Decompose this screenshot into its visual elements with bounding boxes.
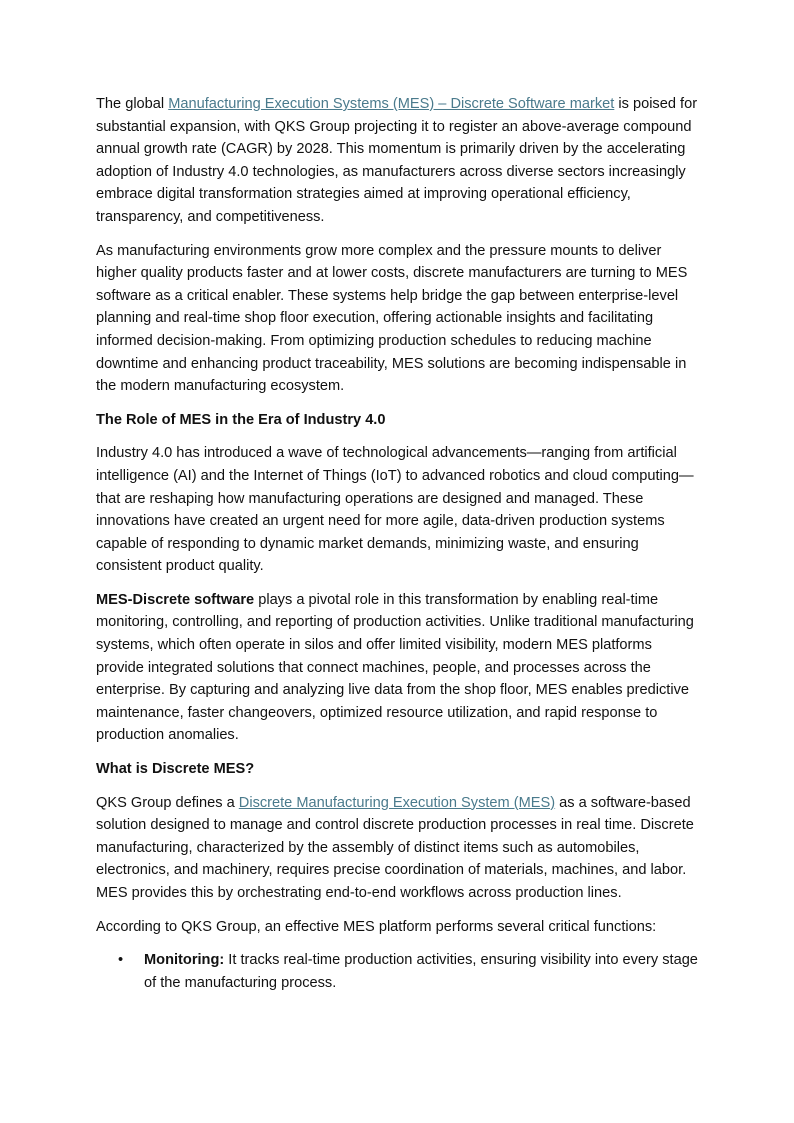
functions-list <box>96 949 698 994</box>
definition-paragraph <box>96 792 698 905</box>
discrete-mes-link[interactable]: Discrete Manufacturing Execution System (MES) <box>238 794 556 811</box>
bullet-text: It tracks real-time production activities, ensuring visibility into every stage of the manufacturing process. <box>144 952 698 991</box>
mes-discrete-bold-term: MES-Discrete software <box>96 591 255 608</box>
section-heading-what-is-discrete-mes: What is Discrete MES? <box>96 761 255 778</box>
mes-discrete-text: plays a pivotal role in this transformation by enabling real-time monitoring, controlling, and reporting of production activities. Unlike traditional manufacturing systems, which often operate in silos and offer limited visibility, modern MES platforms provide integrated solutions that connect machines, people, and processes across the enterprise. By capturing and analyzing live data from the shop floor, MES enables predictive maintenance, faster changeovers, optimized resource utilization, and rapid response to production anomalies. <box>96 591 694 744</box>
intro-text-before: The global <box>96 96 169 112</box>
mes-discrete-market-link[interactable]: Manufacturing Execution Systems (MES) – Discrete Software market <box>168 96 615 112</box>
mes-discrete-paragraph <box>96 589 698 747</box>
complexity-paragraph: As manufacturing environments grow more complex and the pressure mounts to deliver higher quality products faster and at lower costs, discrete manufacturers are turning to MES software as a critical enabler. These systems help bridge the gap between enterprise-level planning and real-time shop floor execution, offering actionable insights and facilitating informed decision-making. From optimizing production schedules to reducing machine downtime and enhancing product traceability, MES solutions are becoming indispensable in the modern manufacturing ecosystem. <box>96 242 688 395</box>
bullet-icon: • <box>118 952 124 969</box>
definition-text-after: as a software-based solution designed to manage and control discrete production processes in real time. Discrete manufacturing, characterized by the assembly of distinct items such as automobiles, electronics, and machinery, requires precise coordination of materials, machines, and labor. MES provides this by orchestrating end-to-end workflows across production lines. <box>96 794 694 901</box>
functions-intro-paragraph: According to QKS Group, an effective MES platform performs several critical functions: <box>96 918 657 935</box>
definition-text-before: QKS Group defines a <box>96 794 239 811</box>
intro-text-after: is poised for substantial expansion, with QKS Group projecting it to register an above-average compound annual growth rate (CAGR) by 2028. This momentum is primarily driven by the accelerating adoption of Industry 4.0 technologies, as manufacturers across diverse sectors increasingly embrace digital transformation strategies aimed at improving operational efficiency, transparency, and competitiveness. <box>96 96 698 225</box>
intro-paragraph <box>96 93 698 229</box>
list-item <box>96 949 698 994</box>
industry-4-paragraph: Industry 4.0 has introduced a wave of technological advancements—ranging from artificial intelligence (AI) and the Internet of Things (IoT) to advanced robotics and cloud computing—that are reshaping how manufacturing operations are designed and managed. These innovations have created an urgent need for more agile, data-driven production systems capable of responding to dynamic market demands, minimizing waste, and ensuring consistent product quality. <box>96 445 694 575</box>
bullet-term: Monitoring: <box>144 952 225 969</box>
section-heading-role-of-mes: The Role of MES in the Era of Industry 4.0 <box>96 411 386 428</box>
